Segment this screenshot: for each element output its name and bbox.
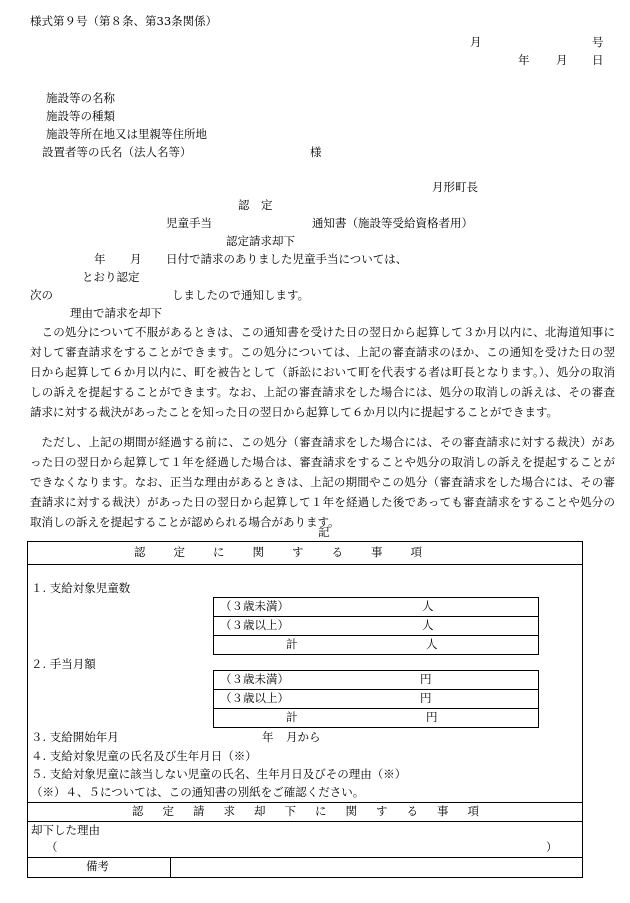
item2-total-label: 計: [286, 710, 298, 724]
remarks-divider: [27, 857, 583, 858]
item2-under3-label: （３歳未満）: [220, 672, 289, 686]
item1-label: １. 支給対象児童数: [31, 581, 131, 595]
intro-approved: とおり認定: [82, 270, 140, 284]
appeal-paragraph-1: この処分について不服があるときは、この通知書を受けた日の翌日から起算して３か月以内に、北海道知事に対して審査請求をすることができます。この処分については、上記の審査請求のほか、この通知を受けた日の翌日から起算して６か月以内に、町を被告として（訴訟において町を代表する者は町長となります。）、処分の取消しの訴えを提起することができます。なお、上記の審査請求をした場合には、処分の取消しの訴えは、その審査請求に対する裁決があったことを知った日の翌日から起算して６か月以内に提起することができます。: [30, 325, 615, 419]
item1-under3-label: （３歳未満）: [220, 599, 289, 613]
item2-over3-unit: 円: [420, 691, 432, 705]
item1-total-unit: 人: [426, 637, 438, 651]
item1-row-divider: [213, 635, 539, 636]
rejection-paren-open: （: [46, 840, 58, 854]
header-month2: 月: [556, 53, 568, 67]
item2-row-divider: [213, 689, 539, 690]
item2-row-divider: [213, 708, 539, 709]
item2-under3-unit: 円: [420, 672, 432, 686]
header-day: 日: [592, 53, 604, 67]
intro-line2: しましたので通知します。: [172, 288, 310, 302]
approval-header-divider: [27, 564, 583, 565]
item3-year: 年: [262, 730, 274, 744]
remarks-vertical-divider: [170, 857, 171, 878]
item3-label: ３. 支給開始年月: [31, 730, 119, 744]
appeal-paragraph-2: ただし、上記の期間が経過する前に、この処分（審査請求をした場合には、その審査請求に対する裁決）があった日の翌日から起算して１年を経過した場合は、審査請求をすることや処分の取消しの訴えを提起することができなくなります。なお、正当な理由があるときは、上記の期間やこの処分（審査請求をした場合には、その審査請求に対する裁決）があった日の翌日から起算して１年を経過した後であっても審査請求をすることや処分の取消しの訴えを提起することが認められる場合があります。: [30, 435, 615, 529]
item2-total-unit: 円: [426, 710, 438, 724]
item1-under3-unit: 人: [422, 599, 434, 613]
facility-name-label: 施設等の名称: [46, 91, 115, 105]
item5-label: ５. 支給対象児童に該当しない児童の氏名、生年月日及びその理由（※）: [31, 767, 407, 781]
header-number: 号: [592, 35, 604, 49]
intro-month: 月: [130, 252, 142, 266]
item2-over3-label: （３歳以上）: [220, 691, 289, 705]
rejection-reason-label: 却下した理由: [31, 823, 100, 837]
rejection-header: 認定請求却下に関する事項: [132, 804, 498, 818]
item1-over3-unit: 人: [422, 618, 434, 632]
item3-month: 月から: [286, 730, 321, 744]
intro-line1: 日付で請求のありました児童手当については、: [166, 252, 408, 266]
header-year: 年: [518, 53, 530, 67]
rejection-paren-close: ）: [546, 840, 558, 854]
honorific: 様: [310, 145, 322, 159]
item2-label: ２. 手当月額: [31, 657, 96, 671]
item1-total-label: 計: [286, 637, 298, 651]
form-number: 様式第９号（第８条、第33条関係）: [30, 14, 218, 28]
facility-type-label: 施設等の種類: [46, 109, 115, 123]
intro-rejected: 理由で請求を却下: [70, 306, 162, 320]
ki-mark: 記: [318, 525, 330, 539]
item1-row-divider: [213, 616, 539, 617]
item4-label: ４. 支給対象児童の氏名及び生年月日（※）: [31, 749, 257, 763]
founder-name-label: 設置者等の氏名（法人名等）: [42, 145, 192, 159]
rejection-top-divider: [27, 802, 583, 803]
intro-year: 年: [94, 252, 106, 266]
intro-next: 次の: [30, 288, 53, 302]
header-month: 月: [470, 35, 482, 49]
title-rejection: 認定請求却下: [226, 234, 295, 248]
title-allowance: 児童手当: [166, 216, 212, 230]
title-nintei: 認 定: [238, 198, 273, 212]
facility-location-label: 施設等所在地又は里親等住所地: [46, 127, 207, 141]
rejection-header-divider: [27, 821, 583, 822]
item1-over3-label: （３歳以上）: [220, 618, 289, 632]
remarks-label: 備考: [86, 859, 109, 873]
issuer: 月形町長: [432, 180, 478, 194]
approval-header: 認定に関する事項: [134, 545, 450, 559]
table-note: （※）４、５については、この通知書の別紙をご確認ください。: [31, 785, 365, 799]
title-notice: 通知書（施設等受給資格者用）: [312, 216, 473, 230]
